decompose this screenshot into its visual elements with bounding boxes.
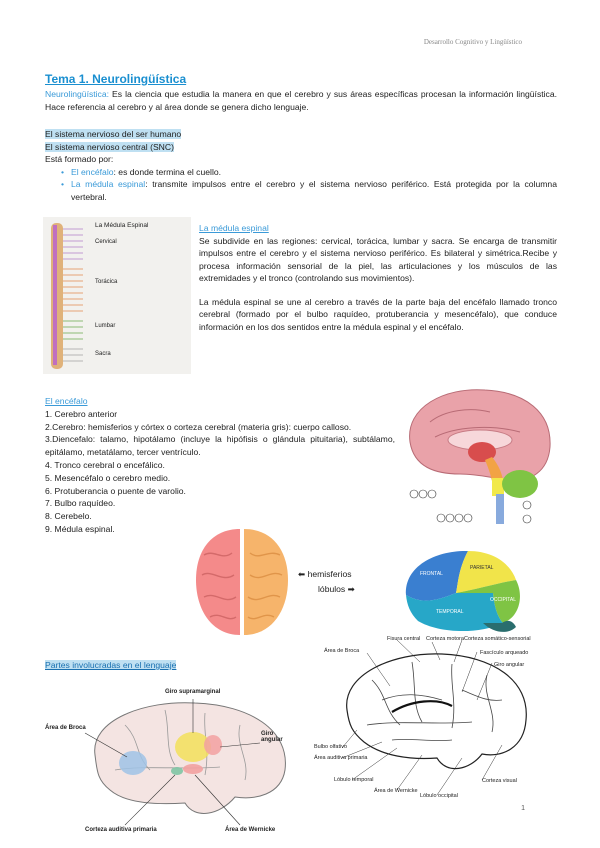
language-brain-right (312, 630, 562, 810)
language-brain-left-illustration (45, 685, 305, 840)
spine-cervical-label: Cervical (95, 239, 117, 245)
lobulos-label: lóbulos ➡ (318, 584, 355, 594)
intro-text: Es la ciencia que estudia la manera en que el cerebro y sus áreas específicas procesan la información lingüística. Hace referencia al cerebro y al área donde se genera dicho lenguaje. (45, 89, 557, 112)
intro-term: Neurolingüística: (45, 89, 110, 99)
label-r-area-wernicke: Área de Wernicke (374, 788, 418, 794)
lobe-label-parietal: PARIETAL (470, 565, 494, 571)
spine-lumbar-label: Lumbar (95, 323, 116, 329)
encefalo-item: 6. Protuberancia o puente de varolio. (45, 485, 186, 496)
page-number: 1 (521, 805, 525, 812)
encefalo-item: 2.Cerebro: hemisferios y córtex o corteza cerebral (materia gris): cuerpo calloso. (45, 421, 352, 432)
encefalo-item: 7. Bulbo raquídeo. (45, 498, 116, 509)
bullet-medula: • La médula espinal: transmite impulsos entre el cerebro y el sistema nervioso periférico. Está protegida por la columna vertebral. (45, 178, 557, 203)
spine-illustration (43, 217, 191, 374)
spine-title-label: La Médula Espinal (95, 222, 149, 229)
medula-paragraph-2: La médula espinal se une al cerebro a través de la parte baja del encéfalo llamado tronco cerebral (formado por el bulbo raquídeo, protuberancia y mesencéfalo), que conduce información en los dos sentidos entre la médula espinal y el encéfalo. (199, 296, 557, 332)
label-giro-supramarginal: Giro supramarginal (165, 689, 221, 695)
hemispheres-illustration (192, 525, 292, 640)
encefalo-item: 1. Cerebro anterior (45, 408, 118, 419)
language-brain-left (45, 685, 305, 840)
label-area-broca: Área de Broca (45, 725, 86, 731)
sagittal-brain-illustration (400, 382, 560, 532)
lobe-label-frontal: FRONTAL (420, 571, 443, 577)
label-area-wernicke: Área de Wernicke (225, 827, 276, 833)
lobes-illustration (398, 545, 530, 640)
page-title: Tema 1. Neurolingüística (45, 72, 187, 86)
label-r-lobulo-occipital: Lóbulo occipital (420, 793, 458, 799)
encefalo-item: 9. Médula espinal. (45, 523, 115, 534)
label-r-lobulo-temporal: Lóbulo temporal (334, 777, 374, 783)
medula-paragraph-1: Se subdivide en las regiones: cervical, torácica, lumbar y sacra. Se encarga de transmitir impulsos entre el cerebro y el sistema nervioso periférico. Es bilateral y simétrica.Recibe y procesa información sensorial de la piel, las articulaciones y los músculos de las extremidades y el tronco (controlando sus movimientos). (199, 235, 557, 283)
lobe-label-occipital: OCCIPITAL (490, 597, 517, 603)
running-header: Desarrollo Cognitivo y Lingüístico (423, 38, 522, 46)
snc-heading-2: El sistema nervioso central (SNC) (45, 141, 174, 152)
encefalo-item: 4. Tronco cerebral o encefálico. (45, 459, 165, 470)
label-corteza-auditiva: Corteza auditiva primaria (85, 827, 157, 833)
encefalo-item: 8. Cerebelo. (45, 511, 92, 522)
partes-title: Partes involucradas en el lenguaje (45, 660, 177, 670)
label-r-bulbo-olfativo: Bulbo olfativo (314, 744, 348, 750)
spine-sacra-label: Sacra (95, 351, 111, 357)
medula-section (199, 222, 557, 333)
encefalo-title: El encéfalo (45, 396, 88, 406)
label-r-fasciculo-arqueado: Fascículo arqueado (480, 650, 529, 656)
label-r-corteza-somatico-sensorial: Corteza somático-sensorial (464, 636, 531, 642)
snc-formed: Está formado por: (45, 154, 114, 164)
label-r-corteza-motora: Corteza motora (426, 636, 464, 642)
lobe-label-temporal: TEMPORAL (436, 609, 464, 615)
spinal-cord-figure (43, 217, 191, 374)
language-brain-right-illustration (312, 630, 562, 810)
label-r-corteza-visual: Corteza visual (482, 778, 517, 784)
label-r-fisura-central: Fisura central (387, 636, 421, 642)
label-r-giro-angular: Giro angular (494, 662, 525, 668)
intro-paragraph (45, 88, 557, 113)
label-giro-angular: Giro angular (261, 731, 283, 743)
bullet-encefalo: • El encéfalo: es donde termina el cuello. (45, 166, 557, 179)
encefalo-section (45, 395, 395, 536)
encefalo-item: 3.Diencefalo: talamo, hipotálamo (incluye la hipófisis o glándula pituitaria), subtálamo, epitálamo, metatálamo, tercer ventrículo. (45, 434, 395, 458)
hemisferios-label: ⬅ hemisferios (298, 569, 352, 579)
medula-title: La médula espinal (199, 223, 269, 233)
label-r-area-auditiva: Área auditiva primaria (314, 755, 368, 761)
label-r-area-broca: Área de Broca (324, 648, 360, 654)
snc-heading-1: El sistema nervioso del ser humano (45, 129, 182, 139)
encefalo-item: 5. Mesencéfalo o cerebro medio. (45, 472, 171, 483)
snc-section (45, 128, 557, 203)
spine-toracica-label: Torácica (95, 279, 118, 285)
snc-bullets (45, 166, 557, 204)
